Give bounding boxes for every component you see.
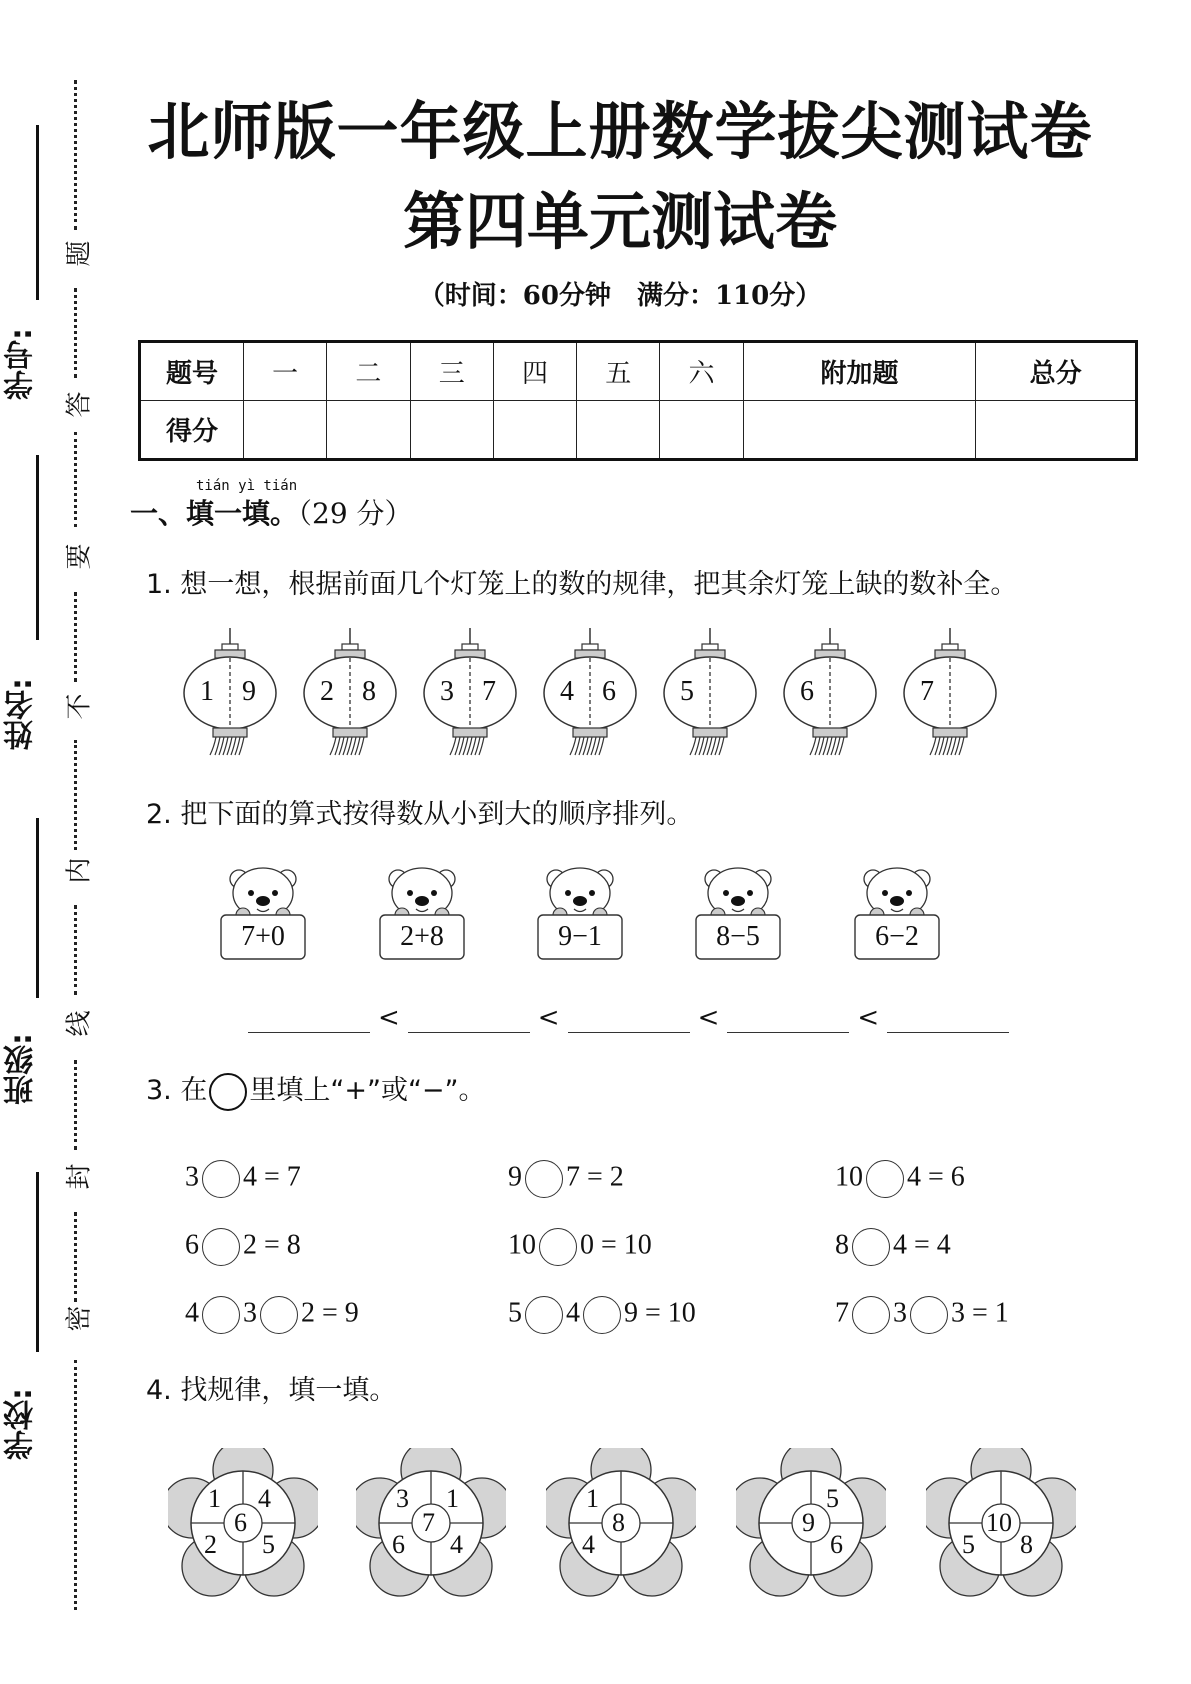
page-subtitle: 第四单元测试卷 (402, 185, 837, 258)
question-1-text: 1. 想一想，根据前面几个灯笼上的数的规律，把其余灯笼上缺的数补全。 (146, 569, 1018, 600)
question-2-text: 2. 把下面的算式按得数从小到大的顺序排列。 (146, 799, 694, 830)
student-id-line[interactable] (36, 125, 39, 300)
answer-blank[interactable] (568, 1006, 690, 1033)
seal-char: 答 (64, 391, 95, 418)
equation (508, 1228, 652, 1266)
header-cell: 附加题 (743, 342, 976, 401)
bear-expression: 9−1 (558, 921, 602, 952)
flower-center: 7 (422, 1508, 435, 1537)
less-than-sign: < (378, 1003, 400, 1033)
operator-blank[interactable] (583, 1296, 621, 1334)
less-than-sign: < (537, 1003, 560, 1033)
operand: 3 (243, 1297, 257, 1329)
operand: 6 (185, 1229, 199, 1261)
section-score: （29 分） (298, 497, 413, 530)
lantern-left-number: 1 (200, 676, 214, 707)
operand: 4 (185, 1297, 199, 1329)
lantern (780, 628, 880, 758)
equation (835, 1228, 951, 1266)
lantern-left-number: 7 (920, 676, 934, 707)
operand: 9 (508, 1161, 522, 1193)
seal-char: 密 (64, 1305, 95, 1332)
operand: 2 = 9 (301, 1297, 359, 1329)
score-row-label: 得分 (140, 401, 244, 460)
flower-bl[interactable]: 6 (392, 1530, 405, 1559)
operand: 2 = 8 (243, 1229, 301, 1261)
operand: 8 (835, 1229, 849, 1261)
lantern-right-number[interactable]: 9 (242, 676, 256, 707)
score-table-score-row (140, 401, 1137, 460)
lantern-left-number: 4 (560, 676, 574, 707)
lantern-icon (180, 628, 280, 758)
header-cell: 四 (493, 342, 576, 401)
lantern-right-number[interactable]: 8 (362, 676, 376, 707)
seal-dashed-line (74, 288, 77, 378)
operand: 5 (508, 1297, 522, 1329)
bear-card (847, 865, 947, 965)
bear-card (530, 865, 630, 965)
number-flower (926, 1448, 1076, 1598)
header-cell: 六 (660, 342, 743, 401)
flower-center: 10 (986, 1508, 1012, 1537)
operand: 4 (566, 1297, 580, 1329)
header-cell: 题号 (140, 342, 244, 401)
circle-icon (209, 1073, 247, 1111)
lantern-left-number: 6 (800, 676, 814, 707)
student-id-label: 学号: (4, 328, 39, 400)
flower-br[interactable]: 4 (450, 1530, 463, 1559)
answer-blank[interactable] (727, 1006, 849, 1033)
operand: 10 (835, 1161, 863, 1193)
lantern-icon (300, 628, 400, 758)
score-cell[interactable] (493, 401, 576, 460)
operator-blank[interactable] (202, 1296, 240, 1334)
operand: 3 = 1 (951, 1297, 1009, 1329)
score-cell[interactable] (976, 401, 1137, 460)
operator-blank[interactable] (852, 1296, 890, 1334)
flower-br[interactable]: 5 (262, 1530, 275, 1559)
score-table (138, 340, 1138, 461)
seal-char: 内 (64, 857, 95, 884)
seal-char: 要 (64, 543, 95, 570)
seal-dashed-line (74, 1360, 77, 1610)
operator-blank[interactable] (866, 1160, 904, 1198)
operator-blank[interactable] (852, 1228, 890, 1266)
class-label: 班级: (4, 1033, 39, 1105)
flower-tl[interactable]: 3 (396, 1484, 409, 1513)
equation (508, 1160, 624, 1198)
flower-br[interactable]: 8 (1020, 1530, 1033, 1559)
lantern-left-number: 3 (440, 676, 454, 707)
lantern (300, 628, 400, 758)
number-flower (356, 1448, 506, 1598)
lantern-icon (780, 628, 880, 758)
operator-blank[interactable] (202, 1160, 240, 1198)
operand: 7 = 2 (566, 1161, 624, 1193)
flower-center: 9 (802, 1508, 815, 1537)
score-cell[interactable] (577, 401, 660, 460)
seal-char: 线 (64, 1010, 95, 1037)
school-label: 学校: (4, 1388, 39, 1460)
less-than-sign: < (697, 1003, 720, 1033)
lantern (180, 628, 280, 758)
question-4-text: 4. 找规律，填一填。 (146, 1375, 397, 1406)
score-cell[interactable] (410, 401, 493, 460)
section-title-text: 一、填一填。 (130, 497, 299, 530)
seal-dashed-line (74, 1212, 77, 1302)
header-cell: 三 (410, 342, 493, 401)
lantern (540, 628, 640, 758)
score-cell[interactable] (327, 401, 410, 460)
operator-blank[interactable] (539, 1228, 577, 1266)
lantern-right-number[interactable]: 6 (602, 676, 616, 707)
operator-blank[interactable] (260, 1296, 298, 1334)
bear-card (372, 865, 472, 965)
answer-blank[interactable] (248, 1006, 370, 1033)
flower-bl[interactable]: 2 (204, 1530, 217, 1559)
lantern-left-number: 2 (320, 676, 334, 707)
lantern (900, 628, 1000, 758)
operand: 9 = 10 (624, 1297, 696, 1329)
bear-expression: 2+8 (400, 921, 444, 952)
operand: 4 = 4 (893, 1229, 951, 1261)
seal-dashed-line (74, 592, 77, 682)
question-3-suffix: 里填上“+”或“−”。 (249, 1075, 486, 1106)
bear-card (213, 865, 313, 965)
header-cell: 一 (244, 342, 327, 401)
seal-dashed-line (74, 740, 77, 850)
operator-blank[interactable] (525, 1160, 563, 1198)
equation (508, 1296, 696, 1334)
seal-dashed-line (74, 432, 77, 527)
lantern-right-number[interactable]: 7 (482, 676, 496, 707)
bear-expression: 8−5 (716, 921, 760, 952)
bear-expression: 7+0 (241, 921, 285, 952)
flower-br[interactable]: 6 (830, 1530, 843, 1559)
answer-blank[interactable] (408, 1006, 530, 1033)
seal-char: 题 (64, 240, 95, 267)
lantern (420, 628, 520, 758)
lantern-icon (540, 628, 640, 758)
bear-card (688, 865, 788, 965)
flower-center: 8 (612, 1508, 625, 1537)
operand: 0 = 10 (580, 1229, 652, 1261)
flower-bl[interactable]: 5 (962, 1530, 975, 1559)
header-cell: 二 (327, 342, 410, 401)
number-flower (168, 1448, 318, 1598)
less-than-sign: < (857, 1003, 880, 1033)
operand: 7 (835, 1297, 849, 1329)
flower-tr[interactable]: 5 (826, 1484, 839, 1513)
equation (835, 1296, 1009, 1334)
name-label: 姓名: (4, 678, 39, 750)
lantern (660, 628, 760, 758)
operand: 4 = 7 (243, 1161, 301, 1193)
flower-bl[interactable]: 4 (582, 1530, 595, 1559)
seal-dashed-line (74, 1060, 77, 1150)
flower-tl[interactable]: 1 (208, 1484, 221, 1513)
lantern-left-number: 5 (680, 676, 694, 707)
class-line[interactable] (36, 818, 39, 998)
operand: 4 = 6 (907, 1161, 965, 1193)
score-cell[interactable] (743, 401, 976, 460)
operand: 3 (893, 1297, 907, 1329)
question-3-text (146, 1068, 486, 1111)
ordering-blanks (240, 1000, 1017, 1033)
seal-dashed-line (74, 80, 77, 230)
equation (185, 1296, 359, 1334)
answer-blank[interactable] (887, 1006, 1009, 1033)
lantern-icon (660, 628, 760, 758)
score-cell[interactable] (244, 401, 327, 460)
seal-dashed-line (74, 905, 77, 995)
school-line[interactable] (36, 1172, 39, 1352)
operand: 10 (508, 1229, 536, 1261)
page-title: 北师版一年级上册数学拔尖测试卷 (147, 95, 1093, 168)
flower-tl[interactable]: 1 (586, 1484, 599, 1513)
section-title (130, 492, 413, 532)
flower-center: 6 (234, 1508, 247, 1537)
header-cell: 五 (577, 342, 660, 401)
number-flower (546, 1448, 696, 1598)
seal-char: 封 (64, 1163, 95, 1190)
header-cell: 总分 (976, 342, 1137, 401)
equation (835, 1160, 965, 1198)
lantern-icon (900, 628, 1000, 758)
operator-blank[interactable] (525, 1296, 563, 1334)
equation (185, 1228, 301, 1266)
operand: 3 (185, 1161, 199, 1193)
lantern-icon (420, 628, 520, 758)
equation (185, 1160, 301, 1198)
seal-char: 不 (64, 693, 95, 720)
exam-meta: （时间：60分钟 满分：110分） (418, 281, 822, 311)
score-table-header-row (140, 342, 1137, 401)
flower-tr[interactable]: 4 (258, 1484, 271, 1513)
name-line[interactable] (36, 455, 39, 640)
operator-blank[interactable] (202, 1228, 240, 1266)
question-3-prefix: 3. 在 (146, 1075, 208, 1106)
operator-blank[interactable] (910, 1296, 948, 1334)
section-pinyin: tián yì tián (196, 478, 298, 494)
number-flower (736, 1448, 886, 1598)
bear-expression: 6−2 (875, 921, 919, 952)
score-cell[interactable] (660, 401, 743, 460)
flower-tr[interactable]: 1 (446, 1484, 459, 1513)
